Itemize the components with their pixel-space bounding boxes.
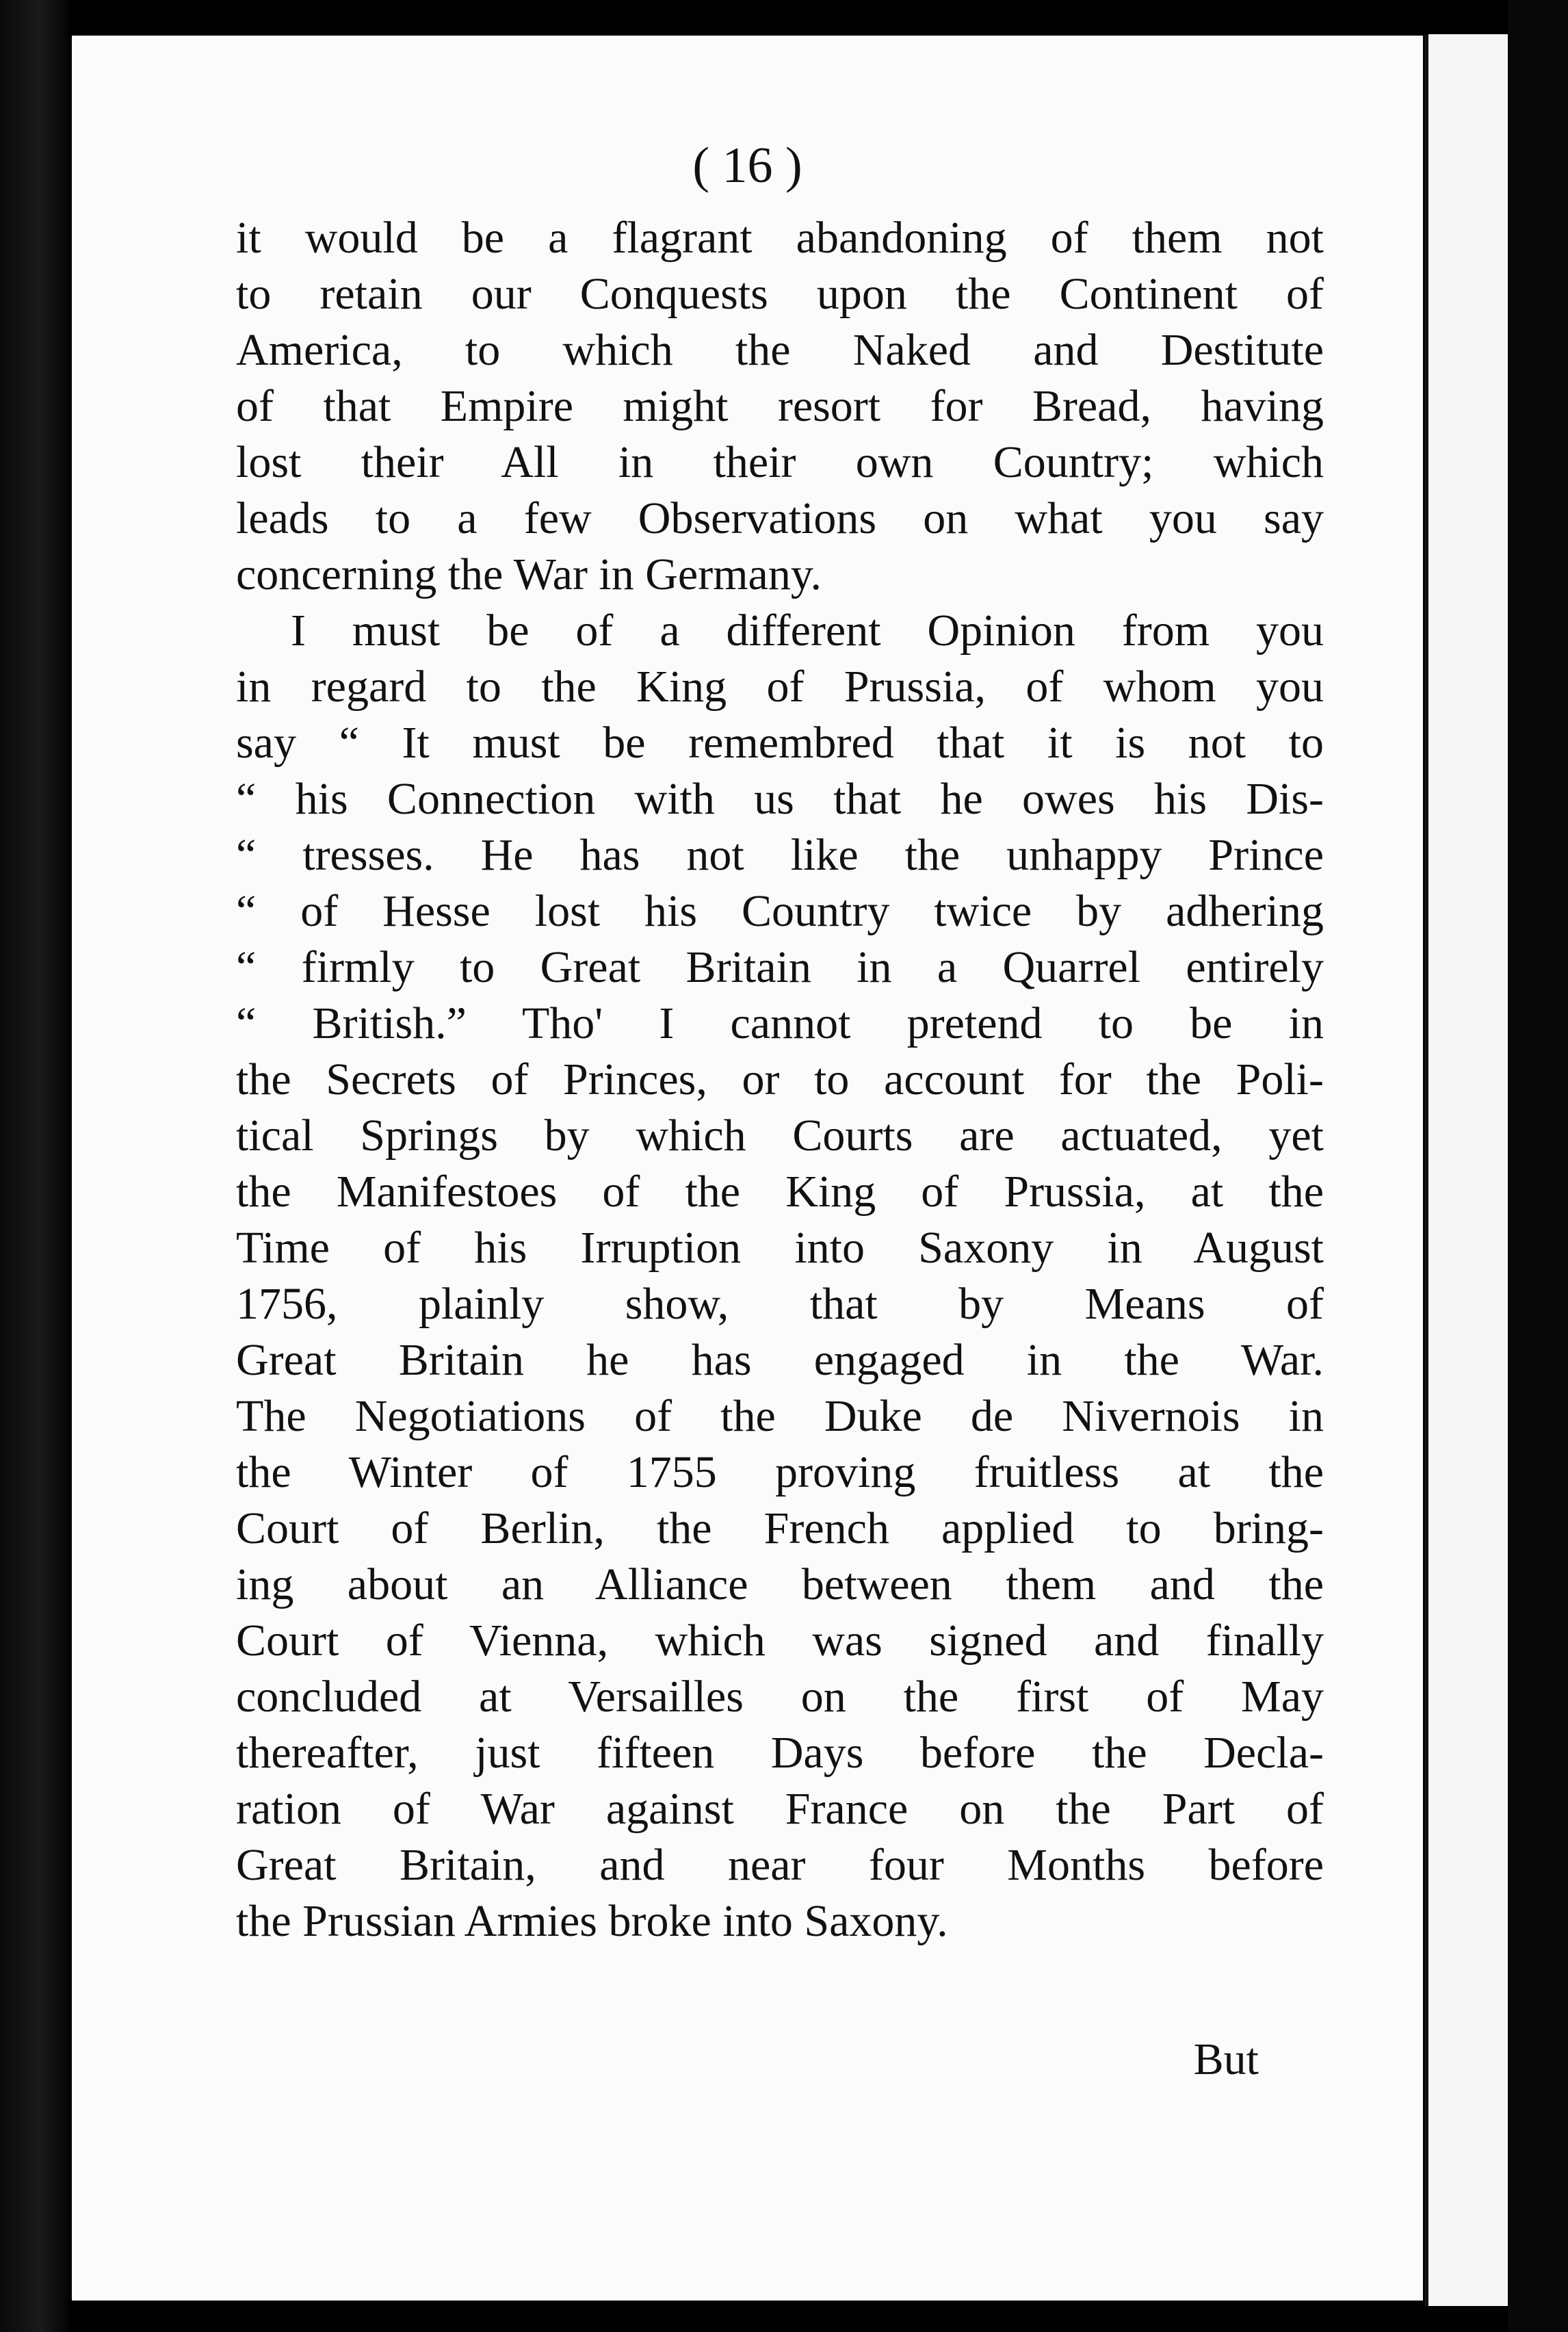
text-line: Great Britain, and near four Months before bbox=[236, 1840, 1324, 1890]
text-line: in regard to the King of Prussia, of whom you bbox=[236, 662, 1324, 712]
text-line: ing about an Alliance between them and the bbox=[236, 1559, 1324, 1609]
text-line: the Winter of 1755 proving fruitless at the bbox=[236, 1447, 1324, 1497]
text-line: “ firmly to Great Britain in a Quarrel entirely bbox=[236, 942, 1324, 992]
text-line: “ of Hesse lost his Country twice by adhering bbox=[236, 886, 1324, 936]
text-line: to retain our Conquests upon the Continent of bbox=[236, 269, 1324, 319]
scan-border bbox=[1508, 0, 1568, 2332]
text-line: Great Britain he has engaged in the War. bbox=[236, 1335, 1324, 1385]
adjacent-page-edge bbox=[1424, 34, 1512, 2306]
text-line: “ tresses. He has not like the unhappy Prince bbox=[236, 830, 1324, 880]
text-line: 1756, plainly show, that by Means of bbox=[236, 1279, 1324, 1329]
text-line: Time of his Irruption into Saxony in August bbox=[236, 1223, 1324, 1273]
text-line: tical Springs by which Courts are actuated, yet bbox=[236, 1111, 1324, 1161]
text-line: of that Empire might resort for Bread, having bbox=[236, 381, 1324, 431]
text-line: concerning the War in Germany. bbox=[236, 549, 822, 599]
page-text bbox=[236, 210, 1324, 1949]
text-line: I must be of a different Opinion from you bbox=[291, 606, 1324, 656]
text-line: America, to which the Naked and Destitute bbox=[236, 325, 1324, 375]
text-line: the Secrets of Princes, or to account for the Poli- bbox=[236, 1054, 1324, 1104]
text-line: “ his Connection with us that he owes his Dis- bbox=[236, 774, 1324, 824]
book-page bbox=[72, 36, 1423, 2301]
page-number: ( 16 ) bbox=[692, 138, 802, 194]
text-line: The Negotiations of the Duke de Nivernois in bbox=[236, 1391, 1324, 1441]
text-line: ration of War against France on the Part of bbox=[236, 1784, 1324, 1834]
text-line: say “ It must be remembred that it is not to bbox=[236, 718, 1324, 768]
book-binding-edge bbox=[0, 0, 68, 2332]
text-line: it would be a flagrant abandoning of them not bbox=[236, 213, 1324, 263]
text-line: thereafter, just fifteen Days before the Decla- bbox=[236, 1728, 1324, 1778]
catchword: But bbox=[1193, 2034, 1259, 2084]
text-line: Court of Berlin, the French applied to bring- bbox=[236, 1503, 1324, 1553]
text-line: leads to a few Observations on what you say bbox=[236, 493, 1324, 543]
text-line: Court of Vienna, which was signed and finally bbox=[236, 1616, 1324, 1666]
text-line: the Manifestoes of the King of Prussia, at the bbox=[236, 1167, 1324, 1217]
text-line: lost their All in their own Country; which bbox=[236, 437, 1324, 487]
text-line: concluded at Versailles on the first of May bbox=[236, 1672, 1324, 1722]
text-line: the Prussian Armies broke into Saxony. bbox=[236, 1896, 948, 1946]
text-line: “ British.” Tho' I cannot pretend to be in bbox=[236, 998, 1324, 1048]
